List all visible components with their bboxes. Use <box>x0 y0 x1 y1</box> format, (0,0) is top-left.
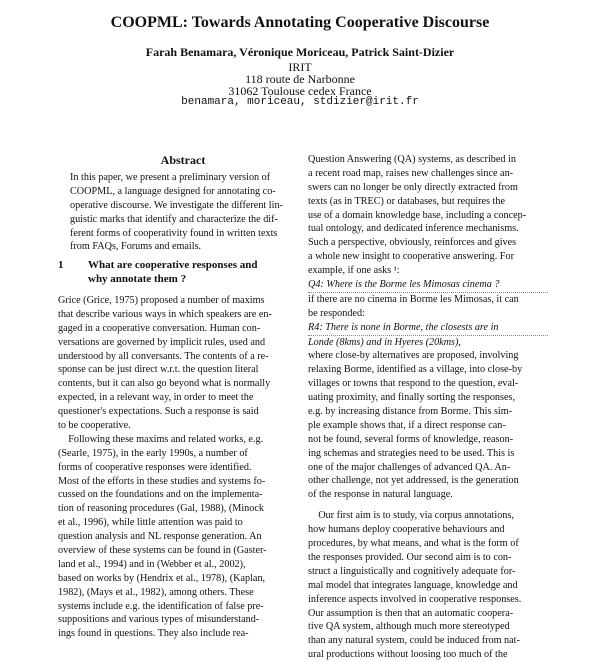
address-line-1: 118 route de Narbonne <box>245 72 355 86</box>
section-1-line: question analysis and NL response generation. An <box>58 531 262 543</box>
right-column-line: example, if one asks ¹: <box>308 265 400 277</box>
right-column-body <box>308 153 548 662</box>
example-response-r4-line-2: Londe (8kms) and in Hyeres (20kms), <box>308 336 461 348</box>
section-1-line: cussed on the foundations and on the implementa- <box>58 489 263 501</box>
q4-followup-line-2: be responded: <box>308 307 365 319</box>
right-column-line: how humans deploy cooperative behaviours and <box>308 524 505 536</box>
paper-title: COOPML: Towards Annotating Cooperative Discourse <box>110 14 490 31</box>
right-column-line: Question Answering (QA) systems, as described in <box>308 154 516 165</box>
right-column-line: procedures, by what means, and what is the form of <box>308 538 519 550</box>
author-list: Farah Benamara, Véronique Moriceau, Patrick Saint-Dizier <box>145 45 455 59</box>
right-column-line: tive QA system, although much more stereotyped <box>308 621 510 633</box>
affiliation: IRIT <box>288 60 312 74</box>
section-1-line: et al., 1996), while little attention was paid to <box>58 517 243 529</box>
section-1-line: questioner's expectations. Such a response is said <box>58 406 259 418</box>
section-1-line: forms of cooperative responses were identified. <box>58 461 252 473</box>
right-column-line: relaxing Borme, identified as a village, into close-by <box>308 364 523 376</box>
section-1-line: gaged in a cooperative conversation. Human con- <box>58 322 261 334</box>
right-column-line: than any natural system, could be induced from nat- <box>308 635 520 647</box>
right-column-line: where close-by alternatives are proposed, involving <box>308 350 519 362</box>
right-column-line: villages or towns that respond to the question, eval- <box>308 378 519 390</box>
right-column-line: a whole new insight to cooperative answering. For <box>308 251 514 263</box>
address-line-2: 31062 Toulouse cedex France <box>228 84 372 98</box>
right-column-line: a recent road map, raises new challenges since an- <box>308 167 514 179</box>
abstract-line: operative discourse. We investigate the different lin- <box>70 199 283 211</box>
right-column-line: ple example shows that, if a direct response can- <box>308 419 506 431</box>
section-1-line: systems include e.g. the identification of false pre- <box>58 600 264 612</box>
right-column-line: the responses provided. Our second aim is to con- <box>308 551 512 563</box>
right-column-line: texts (as in TREC) or databases, but requires the <box>308 195 506 207</box>
right-column-line: inference aspects involved in cooperative responses. <box>308 593 522 605</box>
section-1-line: overview of these systems can be found in (Gaster- <box>58 545 267 557</box>
right-column-line: struct a linguistically and cognitively adequate for- <box>308 565 516 577</box>
right-column-line: tual ontology, and dedicated inference mechanisms. <box>308 223 519 235</box>
right-column-line: other challenge, not yet addressed, is the generation <box>308 475 519 487</box>
section-1-line: that describe various ways in which speakers are en- <box>58 308 272 320</box>
section-1-line: Most of the efforts in these studies and systems fo- <box>58 475 266 487</box>
right-column-line: use of a domain knowledge base, including a concep- <box>308 209 527 221</box>
section-1-line: land et al., 1994) and in (Webber et al., 2002), <box>58 558 246 570</box>
right-column-line: Our assumption is then that an automatic coopera- <box>308 607 514 619</box>
section-1-line: suppositions and various types of misunderstand- <box>58 614 260 626</box>
section-1-line: tion of reasoning procedures (Gal, 1988), (Minock <box>58 503 264 515</box>
section-1-line: sponse can be just direct w.r.t. the question literal <box>58 364 259 376</box>
example-question-q4: Q4: Where is the Borme les Mimosas cinema ? <box>308 278 548 293</box>
section-1-body <box>58 294 300 641</box>
section-1-line: versations are governed by implicit rules, used and <box>58 336 266 348</box>
abstract-heading: Abstract <box>160 153 206 167</box>
section-1-line: expected, in a relevant way, in order to meet the <box>58 392 254 404</box>
section-1-line: ings found in questions. They also include rea- <box>58 628 249 640</box>
q4-followup-line-1: if there are no cinema in Borme les Mimosas, it can <box>308 293 519 305</box>
right-column-line: Our first aim is to study, via corpus annotations, <box>308 510 514 522</box>
section-1-line: to be cooperative. <box>58 420 131 432</box>
abstract-line: COOPML, a language designed for annotating co- <box>70 185 276 197</box>
right-column-line: not be found, several forms of knowledge, reason- <box>308 433 514 445</box>
abstract-line: guistic marks that identify and characterize the dif- <box>70 213 278 225</box>
right-column-line: e.g. by increasing distance from Borme. This sim- <box>308 406 513 418</box>
right-column-line: of the response in natural language. <box>308 489 453 501</box>
right-column-line: Such a perspective, obviously, reinforces and gives <box>308 237 517 249</box>
section-1-line: understood by all conversants. The contents of a re- <box>58 350 269 362</box>
right-column-line: ing schemas and strategies need to be used. This is <box>308 447 515 459</box>
author-emails: benamara, moriceau, stdizier@irit.fr <box>181 96 419 108</box>
right-column-line: one of the major challenges of advanced QA. An- <box>308 461 511 473</box>
section-title-line-2: why annotate them ? <box>88 273 187 285</box>
abstract-body <box>70 171 296 254</box>
right-column-line: swers can no longer be only directly extracted from <box>308 181 518 193</box>
abstract-line: ferent forms of cooperativity found in written texts <box>70 227 278 239</box>
right-column-line: mal model that integrates language, knowledge and <box>308 579 518 591</box>
section-title-line-1: What are cooperative responses and <box>88 259 258 271</box>
right-column-line: ural productions without loosing too much of the <box>308 649 508 661</box>
abstract-line: In this paper, we present a preliminary version of <box>70 172 271 183</box>
section-1-line: based on works by (Hendrix et al., 1978), (Kaplan, <box>58 572 266 584</box>
right-column-line: uating proximity, and finally sorting the responses, <box>308 392 516 404</box>
section-1-line: contents, but it can also go beyond what is normally <box>58 378 271 390</box>
section-1-line: Grice (Grice, 1975) proposed a number of maxims <box>58 295 265 306</box>
section-1-line: Following these maxims and related works, e.g. <box>58 433 264 445</box>
section-1-line: 1982), (Mays et al., 1982), among others. These <box>58 586 254 598</box>
section-number: 1 <box>58 259 64 271</box>
abstract-line: from FAQs, Forums and emails. <box>70 241 202 253</box>
section-1-line: (Searle, 1975), in the early 1990s, a number of <box>58 447 248 459</box>
example-response-r4-line-1: R4: There is none in Borme, the closests are in <box>308 321 548 336</box>
